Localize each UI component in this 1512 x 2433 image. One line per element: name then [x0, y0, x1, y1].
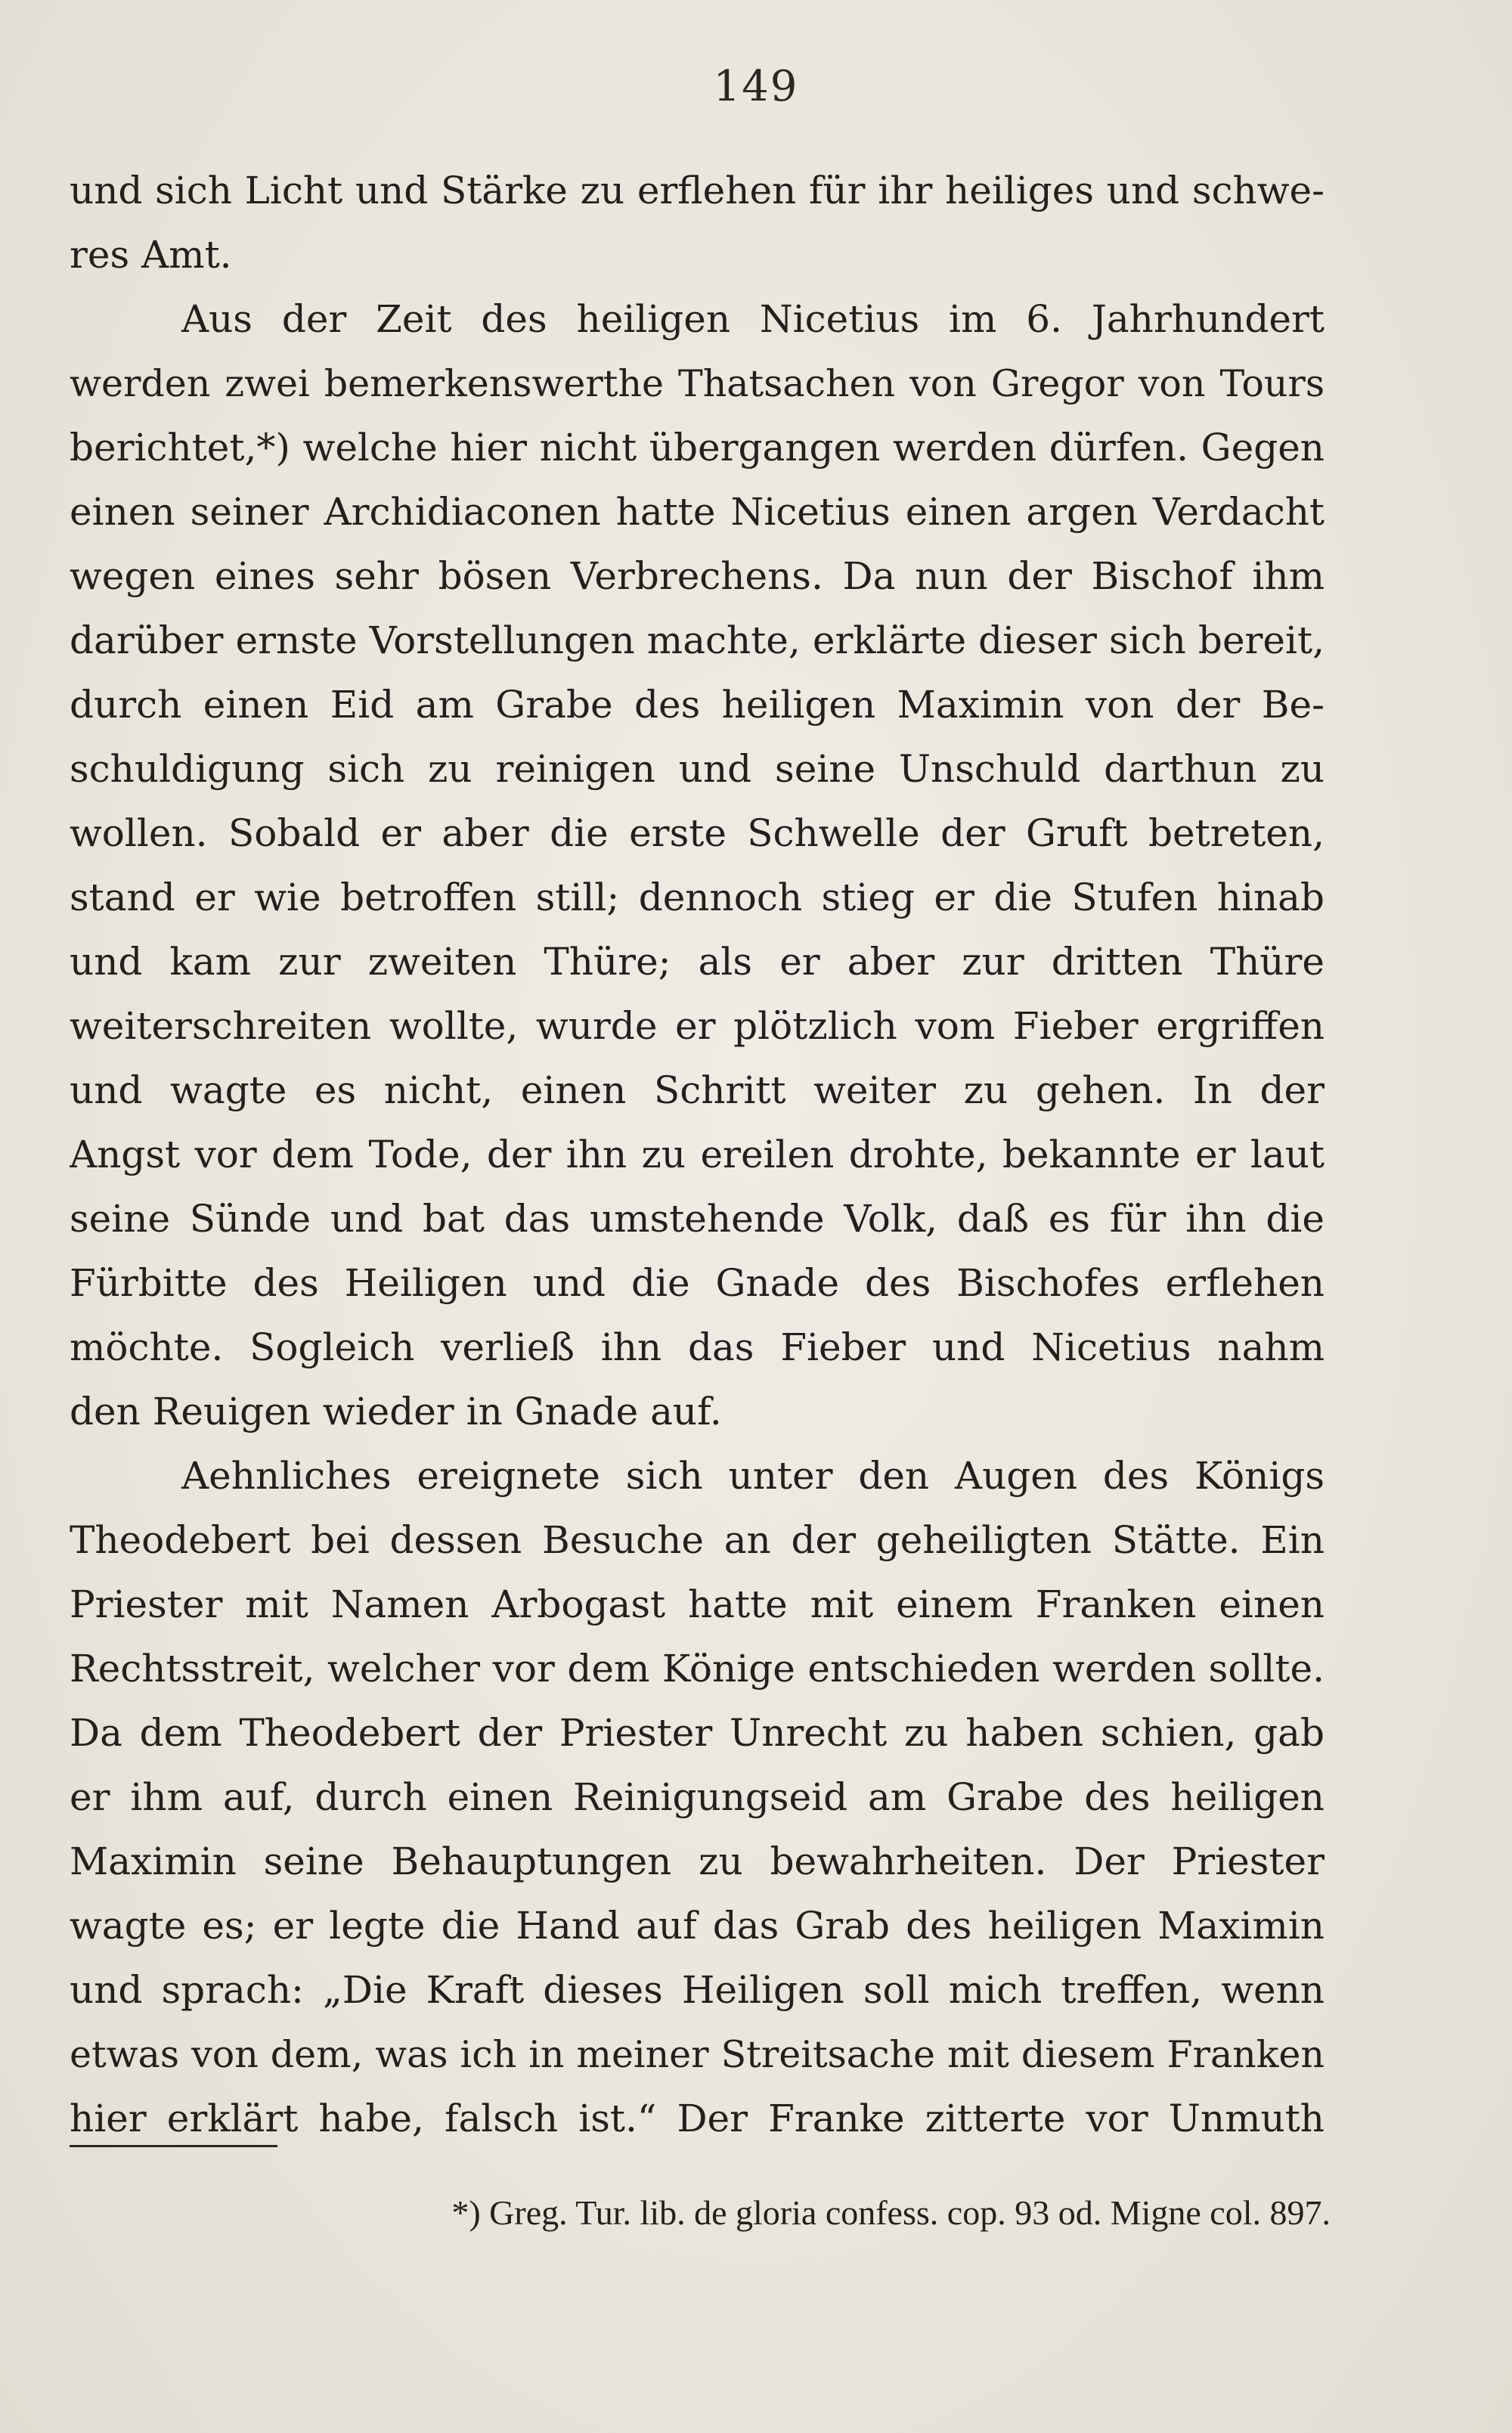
- text-line: res Amt.: [70, 233, 232, 277]
- text-line: er ihm auf, durch einen Reinigungseid am Grabe des heiligen: [70, 1775, 1325, 1819]
- text-line: weiterschreiten wollte, wurde er plötzlich vom Fieber ergriffen: [70, 1004, 1325, 1048]
- text-line: Aehnliches ereignete sich unter den Augen des Königs: [181, 1454, 1325, 1498]
- page-number: 149: [713, 62, 799, 111]
- text-line: berichtet,*) welche hier nicht übergangen werden dürfen. Gegen: [70, 426, 1325, 470]
- text-line: durch einen Eid am Grabe des heiligen Maximin von der Be-: [70, 683, 1325, 727]
- text-line: und sprach: „Die Kraft dieses Heiligen soll mich treffen, wenn: [70, 1968, 1325, 2012]
- text-line: und sich Licht und Stärke zu erflehen für ihr heiliges und schwe-: [70, 169, 1325, 212]
- text-line: Angst vor dem Tode, der ihn zu ereilen drohte, bekannte er laut: [70, 1133, 1325, 1176]
- footnote-rule: [70, 2145, 277, 2147]
- text-line: möchte. Sogleich verließ ihn das Fieber und Nicetius nahm: [70, 1325, 1325, 1369]
- text-line: seine Sünde und bat das umstehende Volk, daß es für ihn die: [70, 1197, 1325, 1241]
- text-line: Maximin seine Behauptungen zu bewahrheiten. Der Priester: [70, 1839, 1325, 1883]
- text-line: hier erklärt habe, falsch ist.“ Der Franke zitterte vor Unmuth: [70, 2097, 1325, 2140]
- text-line: Theodebert bei dessen Besuche an der geheiligten Stätte. Ein: [70, 1518, 1325, 1562]
- text-line: Da dem Theodebert der Priester Unrecht zu haben schien, gab: [70, 1711, 1325, 1755]
- text-line: darüber ernste Vorstellungen machte, erklärte dieser sich bereit,: [70, 618, 1325, 662]
- text-line: und kam zur zweiten Thüre; als er aber zur dritten Thüre: [70, 940, 1325, 984]
- text-line: Rechtsstreit, welcher vor dem Könige entschieden werden sollte.: [70, 1647, 1325, 1691]
- text-line: stand er wie betroffen still; dennoch stieg er die Stufen hinab: [70, 876, 1325, 919]
- text-line: wegen eines sehr bösen Verbrechens. Da nun der Bischof ihm: [70, 554, 1325, 598]
- text-line: Fürbitte des Heiligen und die Gnade des Bischofes erflehen: [70, 1261, 1325, 1305]
- text-line: wagte es; er legte die Hand auf das Grab des heiligen Maximin: [70, 1904, 1325, 1948]
- body-text: [70, 159, 1325, 2151]
- text-line: schuldigung sich zu reinigen und seine Unschuld darthun zu: [70, 747, 1325, 791]
- text-line: etwas von dem, was ich in meiner Streitsache mit diesem Franken: [70, 2033, 1325, 2076]
- text-line: werden zwei bemerkenswerthe Thatsachen von Gregor von Tours: [70, 362, 1325, 405]
- text-line: und wagte es nicht, einen Schritt weiter zu gehen. In der: [70, 1068, 1325, 1112]
- text-line: Aus der Zeit des heiligen Nicetius im 6. Jahrhundert: [181, 297, 1325, 341]
- text-line: Priester mit Namen Arbogast hatte mit einem Franken einen: [70, 1582, 1325, 1626]
- footnote: *) Greg. Tur. lib. de gloria confess. cop. 93 od. Migne col. 897.: [451, 2193, 1331, 2232]
- text-line: wollen. Sobald er aber die erste Schwelle der Gruft betreten,: [70, 811, 1325, 855]
- text-line: einen seiner Archidiaconen hatte Nicetius einen argen Verdacht: [70, 490, 1325, 534]
- text-line: den Reuigen wieder in Gnade auf.: [70, 1390, 722, 1433]
